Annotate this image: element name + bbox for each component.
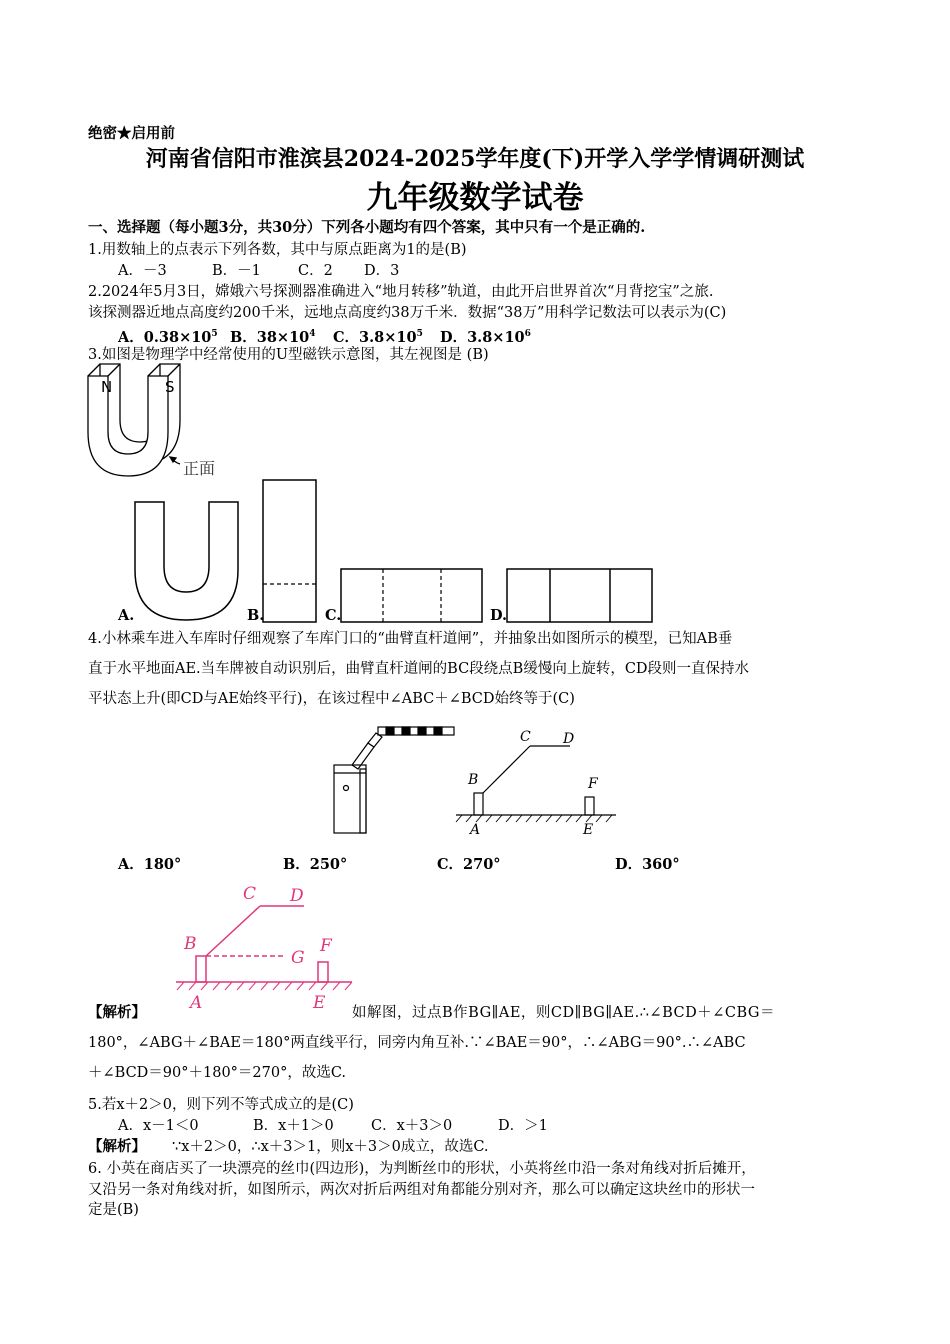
secret-label: 绝密★启用前 bbox=[88, 125, 175, 142]
q4-option-b: B．250° bbox=[283, 856, 348, 873]
fig2-label-e: E bbox=[313, 993, 326, 1013]
fig1-label-a: A bbox=[470, 822, 481, 838]
q3-option-d-figure bbox=[506, 567, 654, 624]
q4-analysis-line2: 180°，∠ABG＋∠BAE＝180°两直线平行，同旁内角互补.∵∠BAE＝90°，∴∠ABG＝90°.∴∠ABC bbox=[88, 1035, 746, 1051]
q5-option-a: A．x－1＜0 bbox=[118, 1118, 199, 1134]
q4-option-a: A．180° bbox=[118, 856, 182, 873]
q2-option-d: D．$3.8\times 10^6$ bbox=[440, 328, 531, 346]
q3-label-a: A. bbox=[118, 607, 135, 624]
section-heading: 一、选择题（每小题3分，共30分）下列各小题均有四个答案，其中只有一个是正确的. bbox=[88, 219, 646, 236]
q5-stem: 5.若x＋2＞0，则下列不等式成立的是(C) bbox=[88, 1097, 354, 1113]
q3-option-a-figure bbox=[132, 498, 244, 624]
q4-analysis-line3: ＋∠BCD＝90°＋180°＝270°，故选C. bbox=[88, 1065, 347, 1081]
fig2-label-d: D bbox=[290, 886, 304, 906]
q6-line2: 又沿另一条对角线对折，如图所示，两次对折后两组对角都能分别对齐，那么可以确定这块丝巾的形状一 bbox=[88, 1182, 755, 1198]
label-n: N bbox=[101, 378, 113, 396]
fig2-label-f: F bbox=[320, 936, 332, 956]
label-s: S bbox=[165, 378, 175, 396]
q2-line2: 该探测器近地点高度约200千米，远地点高度约38万千米．数据“38万”用科学记数法可以表示为(C) bbox=[88, 305, 727, 321]
fig1-label-e: E bbox=[583, 822, 594, 838]
q4-line2: 直于水平地面AE.当车牌被自动识别后，曲臂直杆道闸的BC段绕点B缓慢向上旋转，CD段则一直保持水 bbox=[88, 661, 750, 677]
q1-option-c: C．2 bbox=[298, 263, 333, 279]
q5-option-d: D．＞1 bbox=[498, 1118, 548, 1134]
fig1-label-c: C bbox=[520, 729, 531, 745]
q4-analysis-line1: 如解图，过点B作BG∥AE，则CD∥BG∥AE.∴∠BCD＋∠CBG＝ bbox=[352, 1005, 775, 1021]
fig2-label-c: C bbox=[243, 884, 257, 904]
q2-line1: 2.2024年5月3日，嫦娥六号探测器准确进入“地月转移”轨道，由此开启世界首次“月背挖宝”之旅. bbox=[88, 284, 714, 300]
q1-option-d: D．3 bbox=[364, 263, 400, 279]
q2-option-a: A．$0.38\times 10^5$ bbox=[118, 328, 218, 346]
q6-line1: 6. 小英在商店买了一块漂亮的丝巾(四边形)，为判断丝巾的形状，小英将丝巾沿一条对角线对折后摊开， bbox=[88, 1161, 756, 1177]
q6-line3: 定是(B) bbox=[88, 1202, 139, 1218]
q3-stem: 3.如图是物理学中经常使用的U型磁铁示意图，其左视图是 (B) bbox=[88, 347, 489, 363]
label-front: 正面 bbox=[183, 459, 216, 478]
q3-option-c-figure bbox=[340, 567, 484, 624]
fig2-label-g: G bbox=[291, 948, 305, 968]
fig1-label-f: F bbox=[588, 776, 598, 792]
q5-option-b: B．x＋1＞0 bbox=[253, 1118, 334, 1134]
q2-option-c: C．$3.8\times 10^5$ bbox=[333, 328, 423, 346]
fig1-label-d: D bbox=[563, 731, 575, 747]
q4-option-d: D．360° bbox=[615, 856, 680, 873]
q5-analysis-tag: 【解析】 bbox=[88, 1138, 146, 1155]
q5-analysis: ∵x＋2＞0，∴x＋3＞1，则x＋3＞0成立，故选C. bbox=[172, 1139, 489, 1155]
q4-analysis-tag: 【解析】 bbox=[88, 1004, 146, 1021]
q4-option-c: C．270° bbox=[437, 856, 501, 873]
q5-option-c: C．x＋3＞0 bbox=[371, 1118, 453, 1134]
q4-line1: 4.小林乘车进入车库时仔细观察了车库门口的“曲臂直杆道闸”，并抽象出如图所示的模型，已知AB垂 bbox=[88, 631, 733, 647]
q1-stem: 1.用数轴上的点表示下列各数，其中与原点距离为1的是(B) bbox=[88, 242, 467, 258]
q3-option-b-figure bbox=[262, 478, 318, 624]
q3-label-c: C. bbox=[325, 607, 342, 624]
q1-option-b: B．－1 bbox=[212, 263, 261, 279]
exam-title: 河南省信阳市淮滨县2024-2025学年度(下)开学入学学情调研测试 bbox=[145, 146, 805, 172]
q1-option-a: A．－3 bbox=[118, 263, 167, 279]
q4-solution-figure bbox=[172, 878, 362, 1008]
barrier-gate-figure bbox=[330, 715, 460, 839]
q3-label-d: D. bbox=[490, 607, 508, 624]
q3-label-b: B. bbox=[247, 607, 265, 624]
fig2-label-b: B bbox=[184, 934, 197, 954]
q4-line3: 平状态上升(即CD与AE始终平行)，在该过程中∠ABC＋∠BCD始终等于(C) bbox=[88, 691, 575, 707]
q2-option-b: B．$38\times 10^4$ bbox=[230, 328, 316, 346]
exam-subtitle: 九年级数学试卷 bbox=[366, 180, 584, 216]
fig2-label-a: A bbox=[190, 993, 203, 1013]
fig1-label-b: B bbox=[468, 772, 479, 788]
